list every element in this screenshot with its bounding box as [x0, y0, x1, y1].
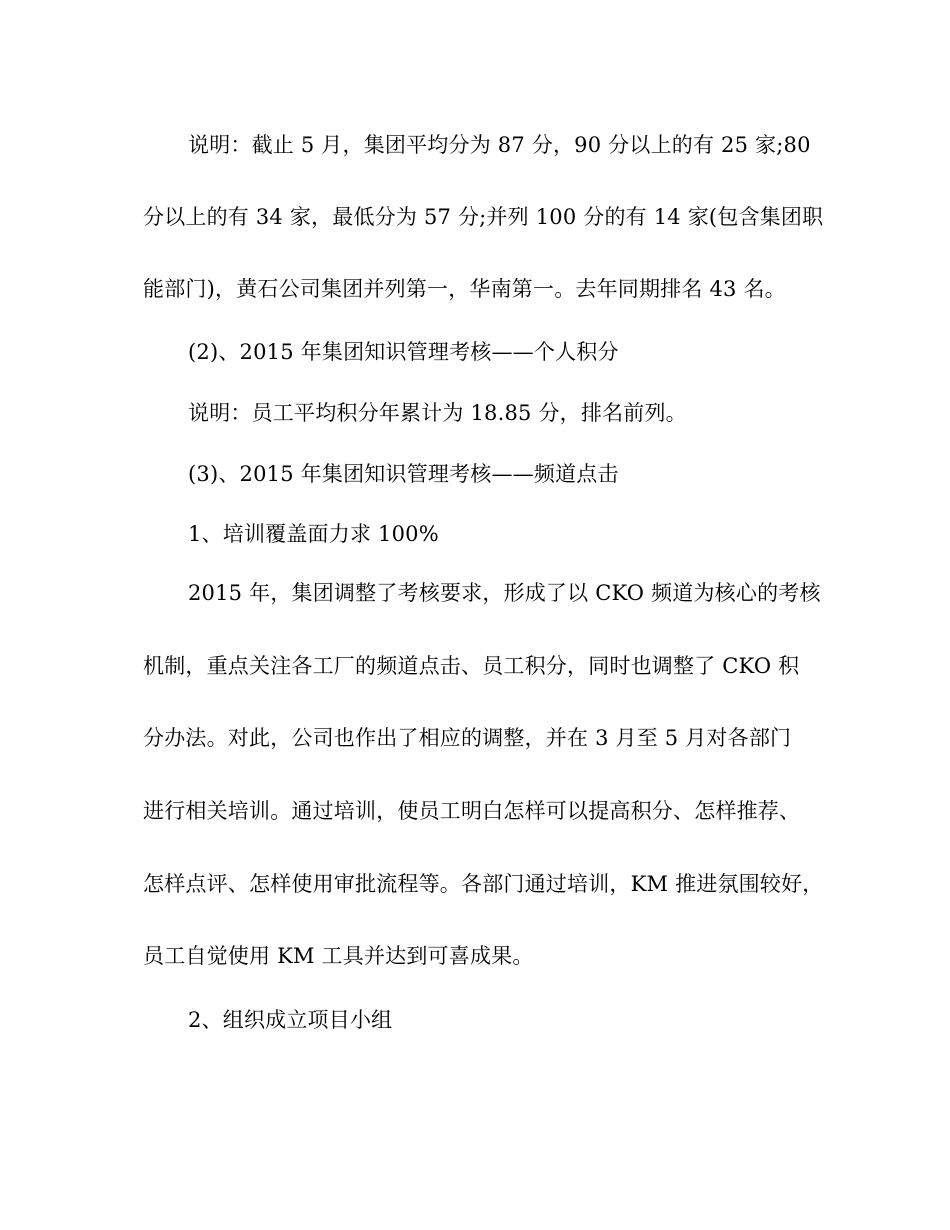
section-heading: (2)、2015 年集团知识管理考核——个人积分	[188, 340, 619, 364]
section-heading: (3)、2015 年集团知识管理考核——频道点击	[188, 462, 619, 486]
paragraph-line: 说明：截止 5 月，集团平均分为 87 分，90 分以上的有 25 家;80	[188, 133, 811, 157]
paragraph-line: 2015 年，集团调整了考核要求，形成了以 CKO 频道为核心的考核	[188, 581, 821, 605]
list-item-heading: 2、组织成立项目小组	[188, 1008, 393, 1032]
paragraph-line: 分办法。对此，公司也作出了相应的调整，并在 3 月至 5 月对各部门	[143, 726, 792, 750]
paragraph-line: 说明：员工平均积分年累计为 18.85 分，排名前列。	[188, 401, 687, 425]
list-item-heading: 1、培训覆盖面力求 100%	[188, 522, 439, 546]
paragraph-line: 怎样点评、怎样使用审批流程等。各部门通过培训，KM 推进氛围较好，	[143, 872, 824, 896]
paragraph-line: 员工自觉使用 KM 工具并达到可喜成果。	[143, 944, 534, 968]
paragraph-line: 进行相关培训。通过培训，使员工明白怎样可以提高积分、怎样推荐、	[143, 799, 801, 823]
paragraph-line: 分以上的有 34 家，最低分为 57 分;并列 100 分的有 14 家(包含集团职	[143, 205, 824, 229]
paragraph-line: 机制，重点关注各工厂的频道点击、员工积分，同时也调整了 CKO 积	[143, 654, 800, 678]
paragraph-line: 能部门)，黄石公司集团并列第一，华南第一。去年同期排名 43 名。	[143, 277, 786, 301]
